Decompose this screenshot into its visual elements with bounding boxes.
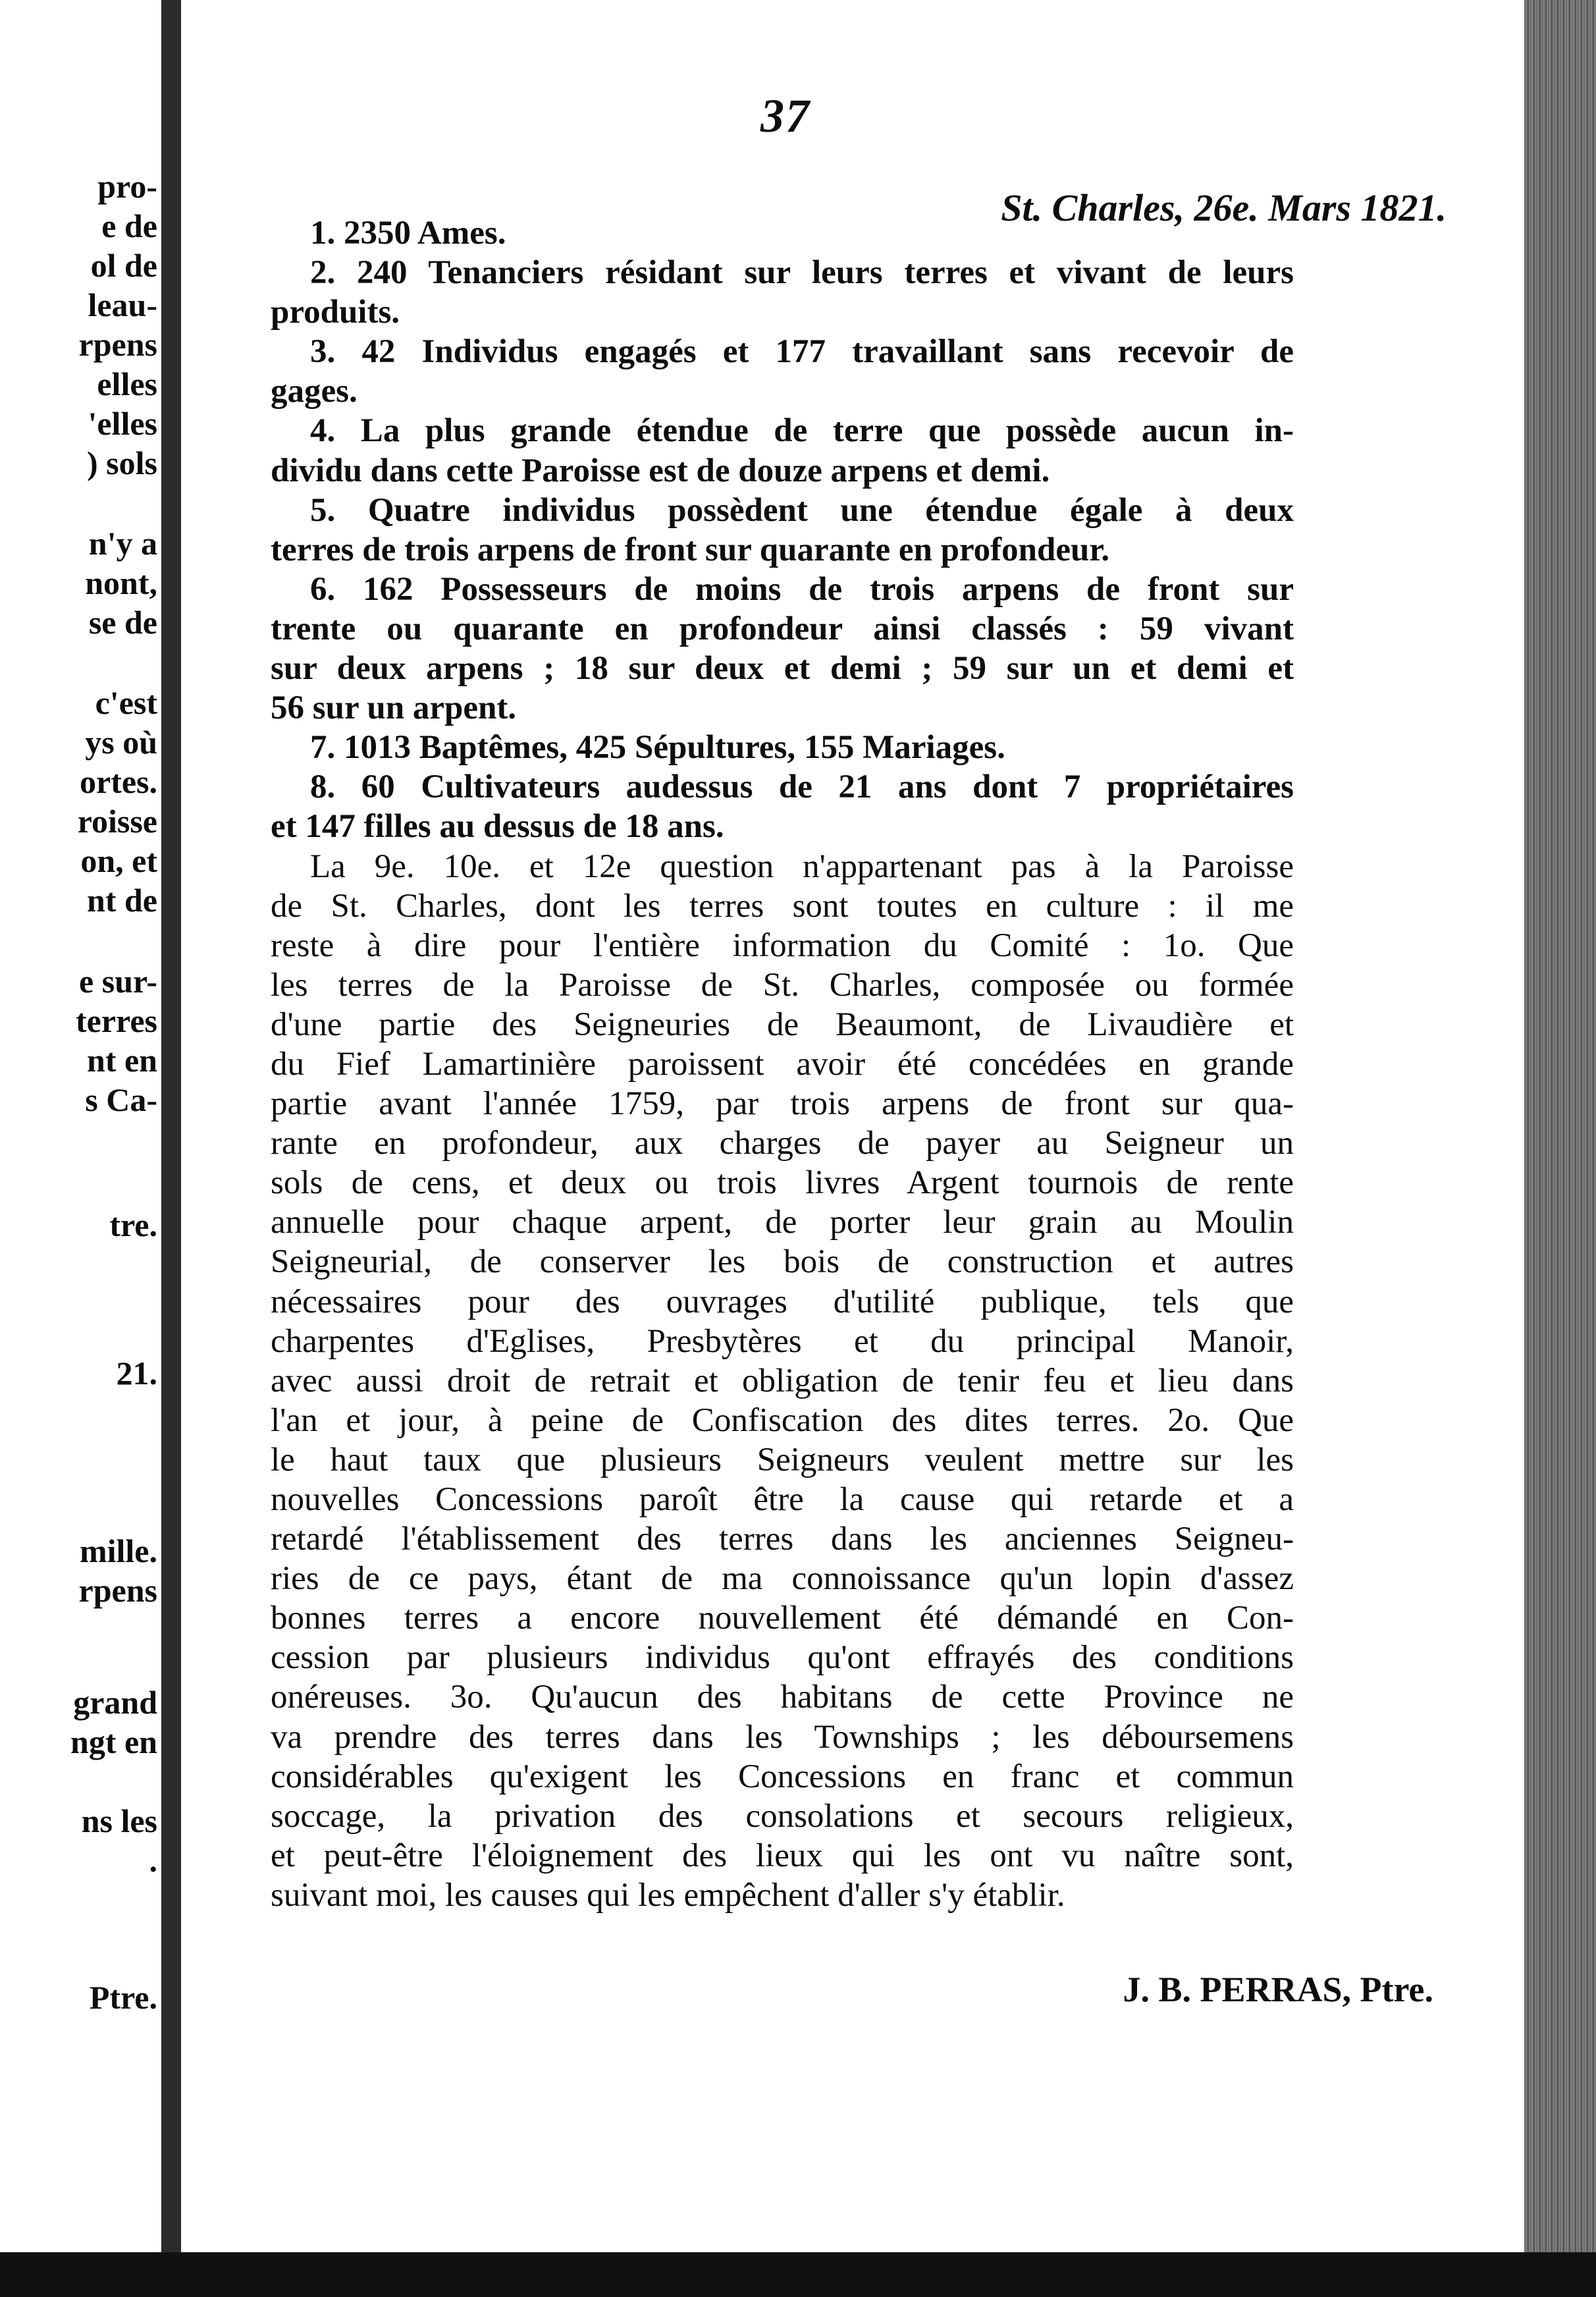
facing-page-text-fragment: nont, (85, 564, 157, 601)
text-line: rante en profondeur, aux charges de payer au Seigneur un (271, 1125, 1294, 1162)
text-line: bonnes terres a encore nouvellement été démandé en Con- (271, 1600, 1294, 1637)
facing-page-text-fragment: ortes. (80, 763, 157, 800)
text-line: 1. 2350 Ames. (310, 215, 506, 252)
text-line: dividu dans cette Paroisse est de douze arpens et demi. (271, 452, 1050, 489)
facing-page-text-fragment: on, et (80, 842, 157, 879)
facing-page-text-fragment: pro- (97, 168, 157, 205)
facing-page-text-fragment: ol de (90, 247, 157, 284)
text-line: retardé l'établissement des terres dans les anciennes Seigneu- (271, 1521, 1294, 1558)
text-line: d'une partie des Seigneuries de Beaumont, de Livaudière et (271, 1006, 1294, 1043)
text-line: produits. (271, 294, 400, 331)
text-line: sur deux arpens ; 18 sur deux et demi ; 59 sur un et demi et (271, 650, 1294, 688)
text-line: le haut taux que plusieurs Seigneurs veulent mettre sur les (271, 1441, 1294, 1478)
facing-page-text-fragment: 21. (116, 1355, 157, 1392)
text-line: reste à dire pour l'entière information du Comité : 1o. Que (271, 927, 1294, 964)
text-line: de St. Charles, dont les terres sont toutes en culture : il me (271, 887, 1294, 925)
facing-page-text-fragment: Ptre. (89, 1979, 157, 2016)
facing-page-text-fragment: ns les (81, 1802, 157, 1839)
facing-page-text-fragment: leau- (88, 286, 157, 323)
text-line: 8. 60 Cultivateurs audessus de 21 ans dont 7 propriétaires (310, 769, 1294, 806)
page-edges (1524, 0, 1596, 2252)
text-line: 4. La plus grande étendue de terre que possède aucun in- (310, 412, 1294, 450)
body-text (271, 213, 1294, 1915)
facing-page-text-fragment: nt en (87, 1042, 157, 1079)
text-line: suivant moi, les causes qui les empêchent d'aller s'y établir. (271, 1876, 1065, 1914)
text-line: 56 sur un arpent. (271, 689, 517, 727)
text-line: gages. (271, 373, 358, 410)
facing-page-text-fragment: . (149, 1842, 157, 1879)
facing-page-fragment (0, 0, 161, 2252)
facing-page-text-fragment: 'elles (88, 405, 157, 442)
text-line: considérables qu'exigent les Concessions en franc et commun (271, 1758, 1294, 1795)
text-line: du Fief Lamartinière paroissent avoir été concédées en grande (271, 1045, 1294, 1083)
text-line: 5. Quatre individus possèdent une étendue égale à deux (310, 491, 1294, 529)
facing-page-text-fragment: ys où (85, 724, 157, 761)
facing-page-text-fragment: n'y a (88, 525, 157, 562)
text-line: avec aussi droit de retrait et obligation de tenir feu et lieu dans (271, 1362, 1294, 1399)
facing-page-text-fragment: c'est (95, 684, 157, 721)
facing-page-text-fragment: roisse (77, 803, 157, 840)
facing-page-text-fragment: tre. (109, 1206, 157, 1243)
text-line: annuelle pour chaque arpent, de porter leur grain au Moulin (271, 1204, 1294, 1241)
text-line: et peut-être l'éloignement des lieux qui les ont vu naître sont, (271, 1837, 1294, 1874)
book-page (181, 0, 1524, 2252)
text-line: les terres de la Paroisse de St. Charles, composée ou formée (271, 966, 1294, 1004)
text-line: nécessaires pour des ouvrages d'utilité publique, tels que (271, 1283, 1294, 1320)
text-line: 7. 1013 Baptêmes, 425 Sépultures, 155 Mariages. (310, 729, 1005, 767)
text-line: va prendre des terres dans les Townships ; les déboursemens (271, 1718, 1294, 1756)
facing-page-text-fragment: ) sols (87, 445, 157, 481)
text-line: charpentes d'Eglises, Presbytères et du principal Manoir, (271, 1322, 1294, 1360)
facing-page-text-fragment: s Ca- (85, 1081, 157, 1118)
text-line: nouvelles Concessions paroît être la cause qui retarde et a (271, 1481, 1294, 1518)
text-line: La 9e. 10e. et 12e question n'appartenant pas à la Paroisse (310, 848, 1294, 885)
text-line: l'an et jour, à peine de Confiscation des dites terres. 2o. Que (271, 1401, 1294, 1439)
scan-border (0, 2252, 1596, 2297)
facing-page-text-fragment: terres (76, 1002, 157, 1039)
facing-page-text-fragment: nt de (87, 882, 157, 919)
page-header-place-date: St. Charles, 26e. Mars 1821. (1001, 186, 1447, 229)
text-line: sols de cens, et deux ou trois livres Argent tournois de rente (271, 1164, 1294, 1202)
page-number: 37 (760, 90, 811, 142)
facing-page-text-fragment: ngt en (70, 1723, 157, 1760)
facing-page-text-fragment: elles (97, 365, 157, 402)
text-line: partie avant l'année 1759, par trois arpens de front sur qua- (271, 1085, 1294, 1123)
text-line: terres de trois arpens de front sur quarante en profondeur. (271, 531, 1110, 568)
text-line: 6. 162 Possesseurs de moins de trois arpens de front sur (310, 570, 1294, 608)
text-line: Seigneurial, de conserver les bois de construction et autres (271, 1243, 1294, 1281)
facing-page-text-fragment: grand (73, 1684, 157, 1721)
facing-page-text-fragment: mille. (79, 1532, 157, 1569)
text-line: 3. 42 Individus engagés et 177 travaillant sans recevoir de (310, 333, 1294, 371)
text-line: trente ou quarante en profondeur ainsi classés : 59 vivant (271, 610, 1294, 647)
facing-page-text-fragment: e de (101, 207, 157, 244)
facing-page-text-fragment: rpens (78, 1572, 157, 1609)
book-gutter (161, 0, 181, 2252)
facing-page-text-fragment: se de (88, 604, 157, 641)
text-line: soccage, la privation des consolations et secours religieux, (271, 1797, 1294, 1835)
facing-page-text-fragment: e sur- (79, 963, 157, 1000)
text-line: onéreuses. 3o. Qu'aucun des habitans de cette Province ne (271, 1679, 1294, 1716)
facing-page-text-fragment: rpens (78, 326, 157, 363)
signature: J. B. PERRAS, Ptre. (1123, 1970, 1433, 2009)
text-line: 2. 240 Tenanciers résidant sur leurs terres et vivant de leurs (310, 254, 1294, 292)
text-line: ries de ce pays, étant de ma connoissance qu'un lopin d'assez (271, 1560, 1294, 1598)
text-line: et 147 filles au dessus de 18 ans. (271, 808, 724, 846)
text-line: cession par plusieurs individus qu'ont effrayés des conditions (271, 1639, 1294, 1677)
